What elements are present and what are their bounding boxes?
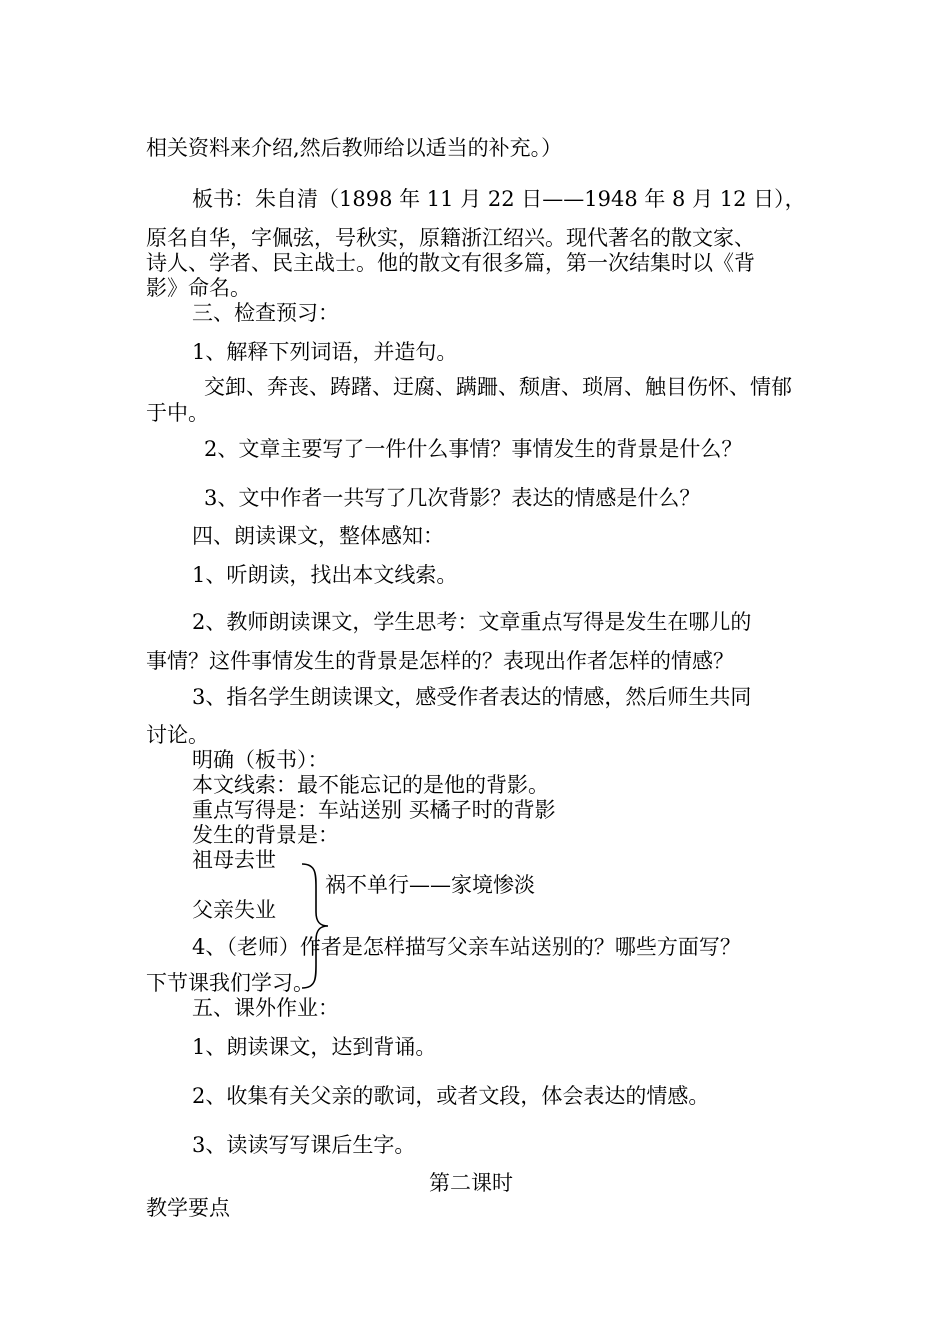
text-line-7: 1、解释下列词语，并造句。 xyxy=(192,340,458,364)
teaching-points-heading: 教学要点 xyxy=(146,1196,230,1220)
text-line-16: 3、指名学生朗读课文，感受作者表达的情感，然后师生共同 xyxy=(192,685,752,709)
background-summary: 祸不单行——家境惨淡 xyxy=(325,873,535,897)
background-item-1: 祖母去世 xyxy=(192,848,276,872)
text-line-4: 诗人、学者、民主战士。他的散文有很多篇，第一次结集时以《背 xyxy=(146,251,755,275)
text-line-18: 明确（板书）： xyxy=(192,748,329,772)
section-heading-5: 五、课外作业： xyxy=(192,996,339,1020)
section-heading-3: 三、检查预习： xyxy=(192,301,339,325)
text-line-2: 板书：朱自清（1898 年 11 月 22 日——1948 年 8 月 12 日）， xyxy=(192,187,806,211)
text-line-21: 发生的背景是： xyxy=(192,823,339,847)
text-line-25: 4、（老师）作者是怎样描写父亲车站送别的？哪些方面写？ xyxy=(192,935,741,959)
text-line-15: 事情？这件事情发生的背景是怎样的？表现出作者怎样的情感？ xyxy=(146,649,734,673)
text-line-17: 讨论。 xyxy=(146,723,209,747)
text-line-9: 于中。 xyxy=(146,401,209,425)
text-line-10: 2、文章主要写了一件什么事情？事情发生的背景是什么？ xyxy=(204,437,743,461)
text-line-26: 下节课我们学习。 xyxy=(146,971,314,995)
text-line-28: 1、朗读课文，达到背诵。 xyxy=(192,1035,437,1059)
text-line-5: 影》命名。 xyxy=(146,276,251,300)
text-line-13: 1、听朗读，找出本文线索。 xyxy=(192,563,458,587)
text-line-20: 重点写得是：车站送别 买橘子时的背影 xyxy=(192,798,556,822)
lesson-title: 第二课时 xyxy=(429,1171,513,1195)
text-line-11: 3、文中作者一共写了几次背影？表达的情感是什么？ xyxy=(204,486,701,510)
text-line-1: 相关资料来介绍,然后教师给以适当的补充。） xyxy=(146,136,563,160)
text-line-8: 交卸、奔丧、踌躇、迂腐、蹒跚、颓唐、琐屑、触目伤怀、情郁 xyxy=(204,375,792,399)
text-line-14: 2、教师朗读课文，学生思考：文章重点写得是发生在哪儿的 xyxy=(192,610,752,634)
text-line-3: 原名自华，字佩弦，号秋实，原籍浙江绍兴。现代著名的散文家、 xyxy=(146,226,755,250)
text-line-19: 本文线索：最不能忘记的是他的背影。 xyxy=(192,773,549,797)
text-line-30: 3、读读写写课后生字。 xyxy=(192,1133,416,1157)
section-heading-4: 四、朗读课文，整体感知： xyxy=(192,524,444,548)
text-line-29: 2、收集有关父亲的歌词，或者文段，体会表达的情感。 xyxy=(192,1084,710,1108)
background-item-2: 父亲失业 xyxy=(192,898,276,922)
